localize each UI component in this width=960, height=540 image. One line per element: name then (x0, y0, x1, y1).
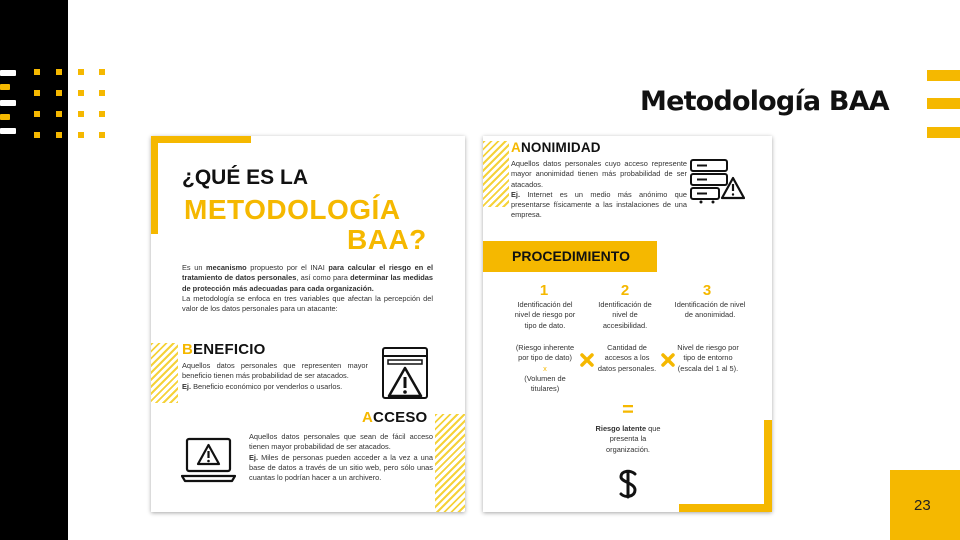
organization-logo (615, 468, 641, 500)
factor-riesgo-inherente: (Riesgo inherente por tipo de dato) x (Volumen de titulares) (515, 343, 575, 394)
left-document-page (151, 136, 465, 512)
hatch-decoration (151, 343, 178, 403)
right-document-page (483, 136, 772, 512)
equals-sign: = (622, 399, 634, 421)
page-number: 23 (914, 497, 931, 514)
heading-line-1: ¿QUÉ ES LA (182, 166, 309, 189)
laptop-warning-icon (181, 436, 236, 484)
left-black-band (0, 0, 68, 540)
server-warning-icon (689, 158, 745, 204)
acceso-heading: ACCESO (362, 409, 428, 426)
hatch-decoration (483, 141, 509, 207)
anonimidad-text: Aquellos datos personales cuyo acceso represente mayor anonimidad tienen más probabilidad de ser atacados. Ej. Internet es un medio más anónimo que presentarse físicamente a las instalaciones de una empresa. (511, 159, 687, 220)
procedimiento-label: PROCEDIMIENTO (512, 248, 630, 264)
factor-nivel-entorno: Nivel de riesgo por tipo de entorno (escala del 1 al 5). (677, 343, 739, 373)
step-text-1: Identificación del nivel de riesgo por tipo de dato. (514, 300, 576, 330)
heading-line-3: BAA? (347, 224, 427, 255)
intro-paragraph: Es un mecanismo propuesto por el INAI para calcular el riesgo en el tratamiento de datos personales, así como para determinar las medidas de protección más adecuadas para cada organización. La metodología se enfoca en tres variables que afectan la percepción del valor de los datos personales para un atacante: (182, 263, 434, 314)
slide-title: Metodología BAA (640, 86, 889, 117)
heading-line-2: METODOLOGÍA (184, 194, 401, 225)
multiply-icon (660, 352, 676, 368)
step-number-3: 3 (702, 282, 712, 299)
step-text-3: Identificación de nivel de anonimidad. (674, 300, 746, 320)
step-text-2: Identificación de nivel de accesibilidad. (598, 300, 652, 330)
multiply-icon (579, 352, 595, 368)
step-number-1: 1 (539, 282, 549, 299)
step-number-2: 2 (620, 282, 630, 299)
acceso-text: Aquellos datos personales que sean de fácil acceso tienen mayor probabilidad de ser atacados. Ej. Miles de personas pueden acceder a la vez a una base de datos a través de un sitio web, pero sólo unas cuantas lo podrían hacer a un archivero. (249, 432, 433, 483)
hatch-decoration (435, 414, 465, 512)
factor-cantidad-accesos: Cantidad de accesos a los datos personales. (597, 343, 657, 373)
anonimidad-heading: ANONIMIDAD (511, 140, 601, 155)
web-warning-icon (381, 346, 429, 402)
beneficio-text: Aquellos datos personales que representen mayor beneficio tienen más probabilidad de ser atacados. Ej. Beneficio económico por venderlos o usarlos. (182, 361, 368, 391)
beneficio-heading: BENEFICIO (182, 341, 266, 358)
result-riesgo-latente: Riesgo latente que presenta la organización. (595, 424, 661, 454)
